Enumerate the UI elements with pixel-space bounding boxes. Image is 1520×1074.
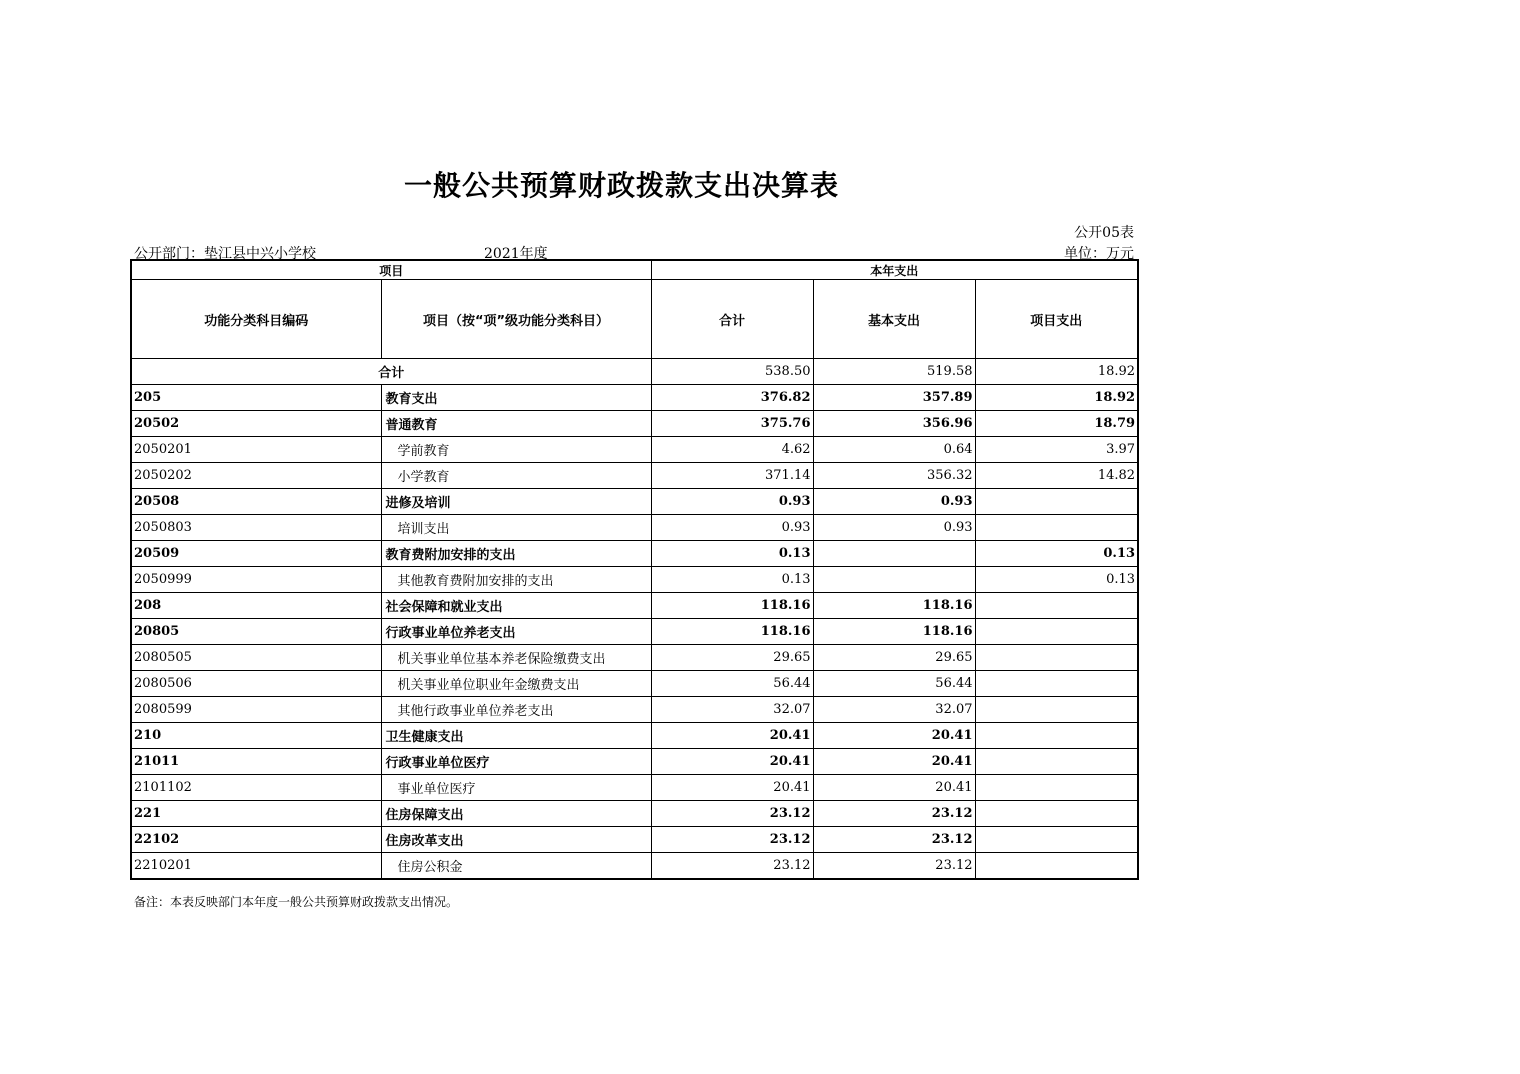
header-item: 项目（按“项”级功能分类科目）: [381, 280, 651, 359]
cell-code: 2080599: [131, 697, 381, 723]
cell-basic: 357.89: [813, 385, 975, 411]
cell-basic: 20.41: [813, 723, 975, 749]
table-row: [131, 593, 1138, 619]
cell-total: 0.93: [651, 489, 813, 515]
cell-basic: 356.32: [813, 463, 975, 489]
cell-name: 进修及培训: [381, 489, 651, 515]
cell-code: 2080506: [131, 671, 381, 697]
cell-basic: 56.44: [813, 671, 975, 697]
cell-basic: 20.41: [813, 775, 975, 801]
table-row: [131, 697, 1138, 723]
table-row: [131, 567, 1138, 593]
page-title: 一般公共预算财政拨款支出决算表: [404, 169, 840, 202]
cell-name: 社会保障和就业支出: [381, 593, 651, 619]
cell-name: 机关事业单位基本养老保险缴费支出: [381, 645, 651, 671]
cell-name: 住房改革支出: [381, 827, 651, 853]
cell-project: [975, 723, 1138, 749]
cell-project: 3.97: [975, 437, 1138, 463]
table-row: [131, 671, 1138, 697]
unit-label: 单位：万元: [1064, 246, 1134, 262]
table-row: [131, 749, 1138, 775]
cell-name: 事业单位医疗: [381, 775, 651, 801]
cell-code: 2210201: [131, 853, 381, 880]
cell-total: 23.12: [651, 853, 813, 880]
cell-name: 行政事业单位医疗: [381, 749, 651, 775]
cell-project: [975, 671, 1138, 697]
cell-basic: 118.16: [813, 593, 975, 619]
cell-name: 教育费附加安排的支出: [381, 541, 651, 567]
header-basic: 基本支出: [813, 280, 975, 359]
total-row: [131, 359, 1138, 385]
cell-total: 118.16: [651, 593, 813, 619]
table-row: [131, 827, 1138, 853]
table-row: [131, 723, 1138, 749]
cell-code: 205: [131, 385, 381, 411]
header-total: 合计: [651, 280, 813, 359]
cell-total: 20.41: [651, 749, 813, 775]
cell-total: 0.13: [651, 541, 813, 567]
cell-name: 住房公积金: [381, 853, 651, 880]
cell-code: 20805: [131, 619, 381, 645]
table-row: [131, 411, 1138, 437]
cell-name: 普通教育: [381, 411, 651, 437]
cell-code: 20508: [131, 489, 381, 515]
table-row: [131, 385, 1138, 411]
cell-basic: 0.93: [813, 515, 975, 541]
cell-basic: [813, 567, 975, 593]
cell-name: 卫生健康支出: [381, 723, 651, 749]
cell-basic: 0.64: [813, 437, 975, 463]
header-row-1: [131, 260, 1138, 280]
fiscal-year: 2021年度: [484, 246, 548, 262]
cell-project: [975, 749, 1138, 775]
cell-basic: 118.16: [813, 619, 975, 645]
cell-code: 2101102: [131, 775, 381, 801]
total-value: 538.50: [651, 359, 813, 385]
cell-code: 21011: [131, 749, 381, 775]
cell-total: 0.93: [651, 515, 813, 541]
cell-basic: 32.07: [813, 697, 975, 723]
cell-name: 机关事业单位职业年金缴费支出: [381, 671, 651, 697]
header-row-2: [131, 280, 1138, 359]
cell-code: 208: [131, 593, 381, 619]
cell-basic: 23.12: [813, 801, 975, 827]
table-row: [131, 801, 1138, 827]
cell-project: 18.79: [975, 411, 1138, 437]
cell-total: 23.12: [651, 827, 813, 853]
cell-total: 32.07: [651, 697, 813, 723]
cell-code: 2080505: [131, 645, 381, 671]
expenditure-table: [130, 259, 1139, 880]
table-row: [131, 619, 1138, 645]
total-project: 18.92: [975, 359, 1138, 385]
table-row: [131, 645, 1138, 671]
table-row: [131, 541, 1138, 567]
cell-code: 210: [131, 723, 381, 749]
cell-code: 2050999: [131, 567, 381, 593]
table-row: [131, 463, 1138, 489]
cell-code: 2050202: [131, 463, 381, 489]
cell-project: [975, 697, 1138, 723]
cell-name: 其他教育费附加安排的支出: [381, 567, 651, 593]
cell-project: [975, 645, 1138, 671]
cell-name: 学前教育: [381, 437, 651, 463]
footnote: 备注：本表反映部门本年度一般公共预算财政拨款支出情况。: [134, 895, 459, 909]
cell-name: 培训支出: [381, 515, 651, 541]
cell-code: 20502: [131, 411, 381, 437]
cell-name: 住房保障支出: [381, 801, 651, 827]
cell-name: 其他行政事业单位养老支出: [381, 697, 651, 723]
cell-basic: 23.12: [813, 827, 975, 853]
cell-project: [975, 775, 1138, 801]
cell-total: 4.62: [651, 437, 813, 463]
department-label: 公开部门：垫江县中兴小学校: [134, 246, 316, 262]
cell-total: 375.76: [651, 411, 813, 437]
cell-name: 小学教育: [381, 463, 651, 489]
cell-project: [975, 853, 1138, 880]
cell-total: 23.12: [651, 801, 813, 827]
header-project: 项目: [131, 260, 651, 280]
cell-project: 18.92: [975, 385, 1138, 411]
cell-basic: 0.93: [813, 489, 975, 515]
cell-basic: 29.65: [813, 645, 975, 671]
total-label: 合计: [131, 359, 651, 385]
cell-name: 行政事业单位养老支出: [381, 619, 651, 645]
cell-project: [975, 515, 1138, 541]
total-basic: 519.58: [813, 359, 975, 385]
table-row: [131, 489, 1138, 515]
cell-total: 376.82: [651, 385, 813, 411]
header-code: 功能分类科目编码: [131, 280, 381, 359]
cell-basic: 20.41: [813, 749, 975, 775]
cell-code: 22102: [131, 827, 381, 853]
cell-code: 2050803: [131, 515, 381, 541]
table-row: [131, 515, 1138, 541]
cell-code: 221: [131, 801, 381, 827]
cell-basic: 23.12: [813, 853, 975, 880]
table-row: [131, 775, 1138, 801]
cell-code: 2050201: [131, 437, 381, 463]
cell-project: [975, 619, 1138, 645]
table-number: 公开05表: [1074, 225, 1134, 241]
cell-basic: 356.96: [813, 411, 975, 437]
header-project-exp: 项目支出: [975, 280, 1138, 359]
cell-total: 20.41: [651, 775, 813, 801]
cell-project: [975, 489, 1138, 515]
cell-code: 20509: [131, 541, 381, 567]
table-row: [131, 853, 1138, 880]
cell-project: [975, 593, 1138, 619]
cell-total: 56.44: [651, 671, 813, 697]
table-row: [131, 437, 1138, 463]
cell-total: 118.16: [651, 619, 813, 645]
cell-project: [975, 827, 1138, 853]
cell-project: 0.13: [975, 541, 1138, 567]
cell-name: 教育支出: [381, 385, 651, 411]
cell-total: 0.13: [651, 567, 813, 593]
header-current-year: 本年支出: [651, 260, 1138, 280]
cell-project: 0.13: [975, 567, 1138, 593]
cell-basic: [813, 541, 975, 567]
cell-total: 20.41: [651, 723, 813, 749]
cell-total: 371.14: [651, 463, 813, 489]
cell-project: 14.82: [975, 463, 1138, 489]
cell-total: 29.65: [651, 645, 813, 671]
cell-project: [975, 801, 1138, 827]
